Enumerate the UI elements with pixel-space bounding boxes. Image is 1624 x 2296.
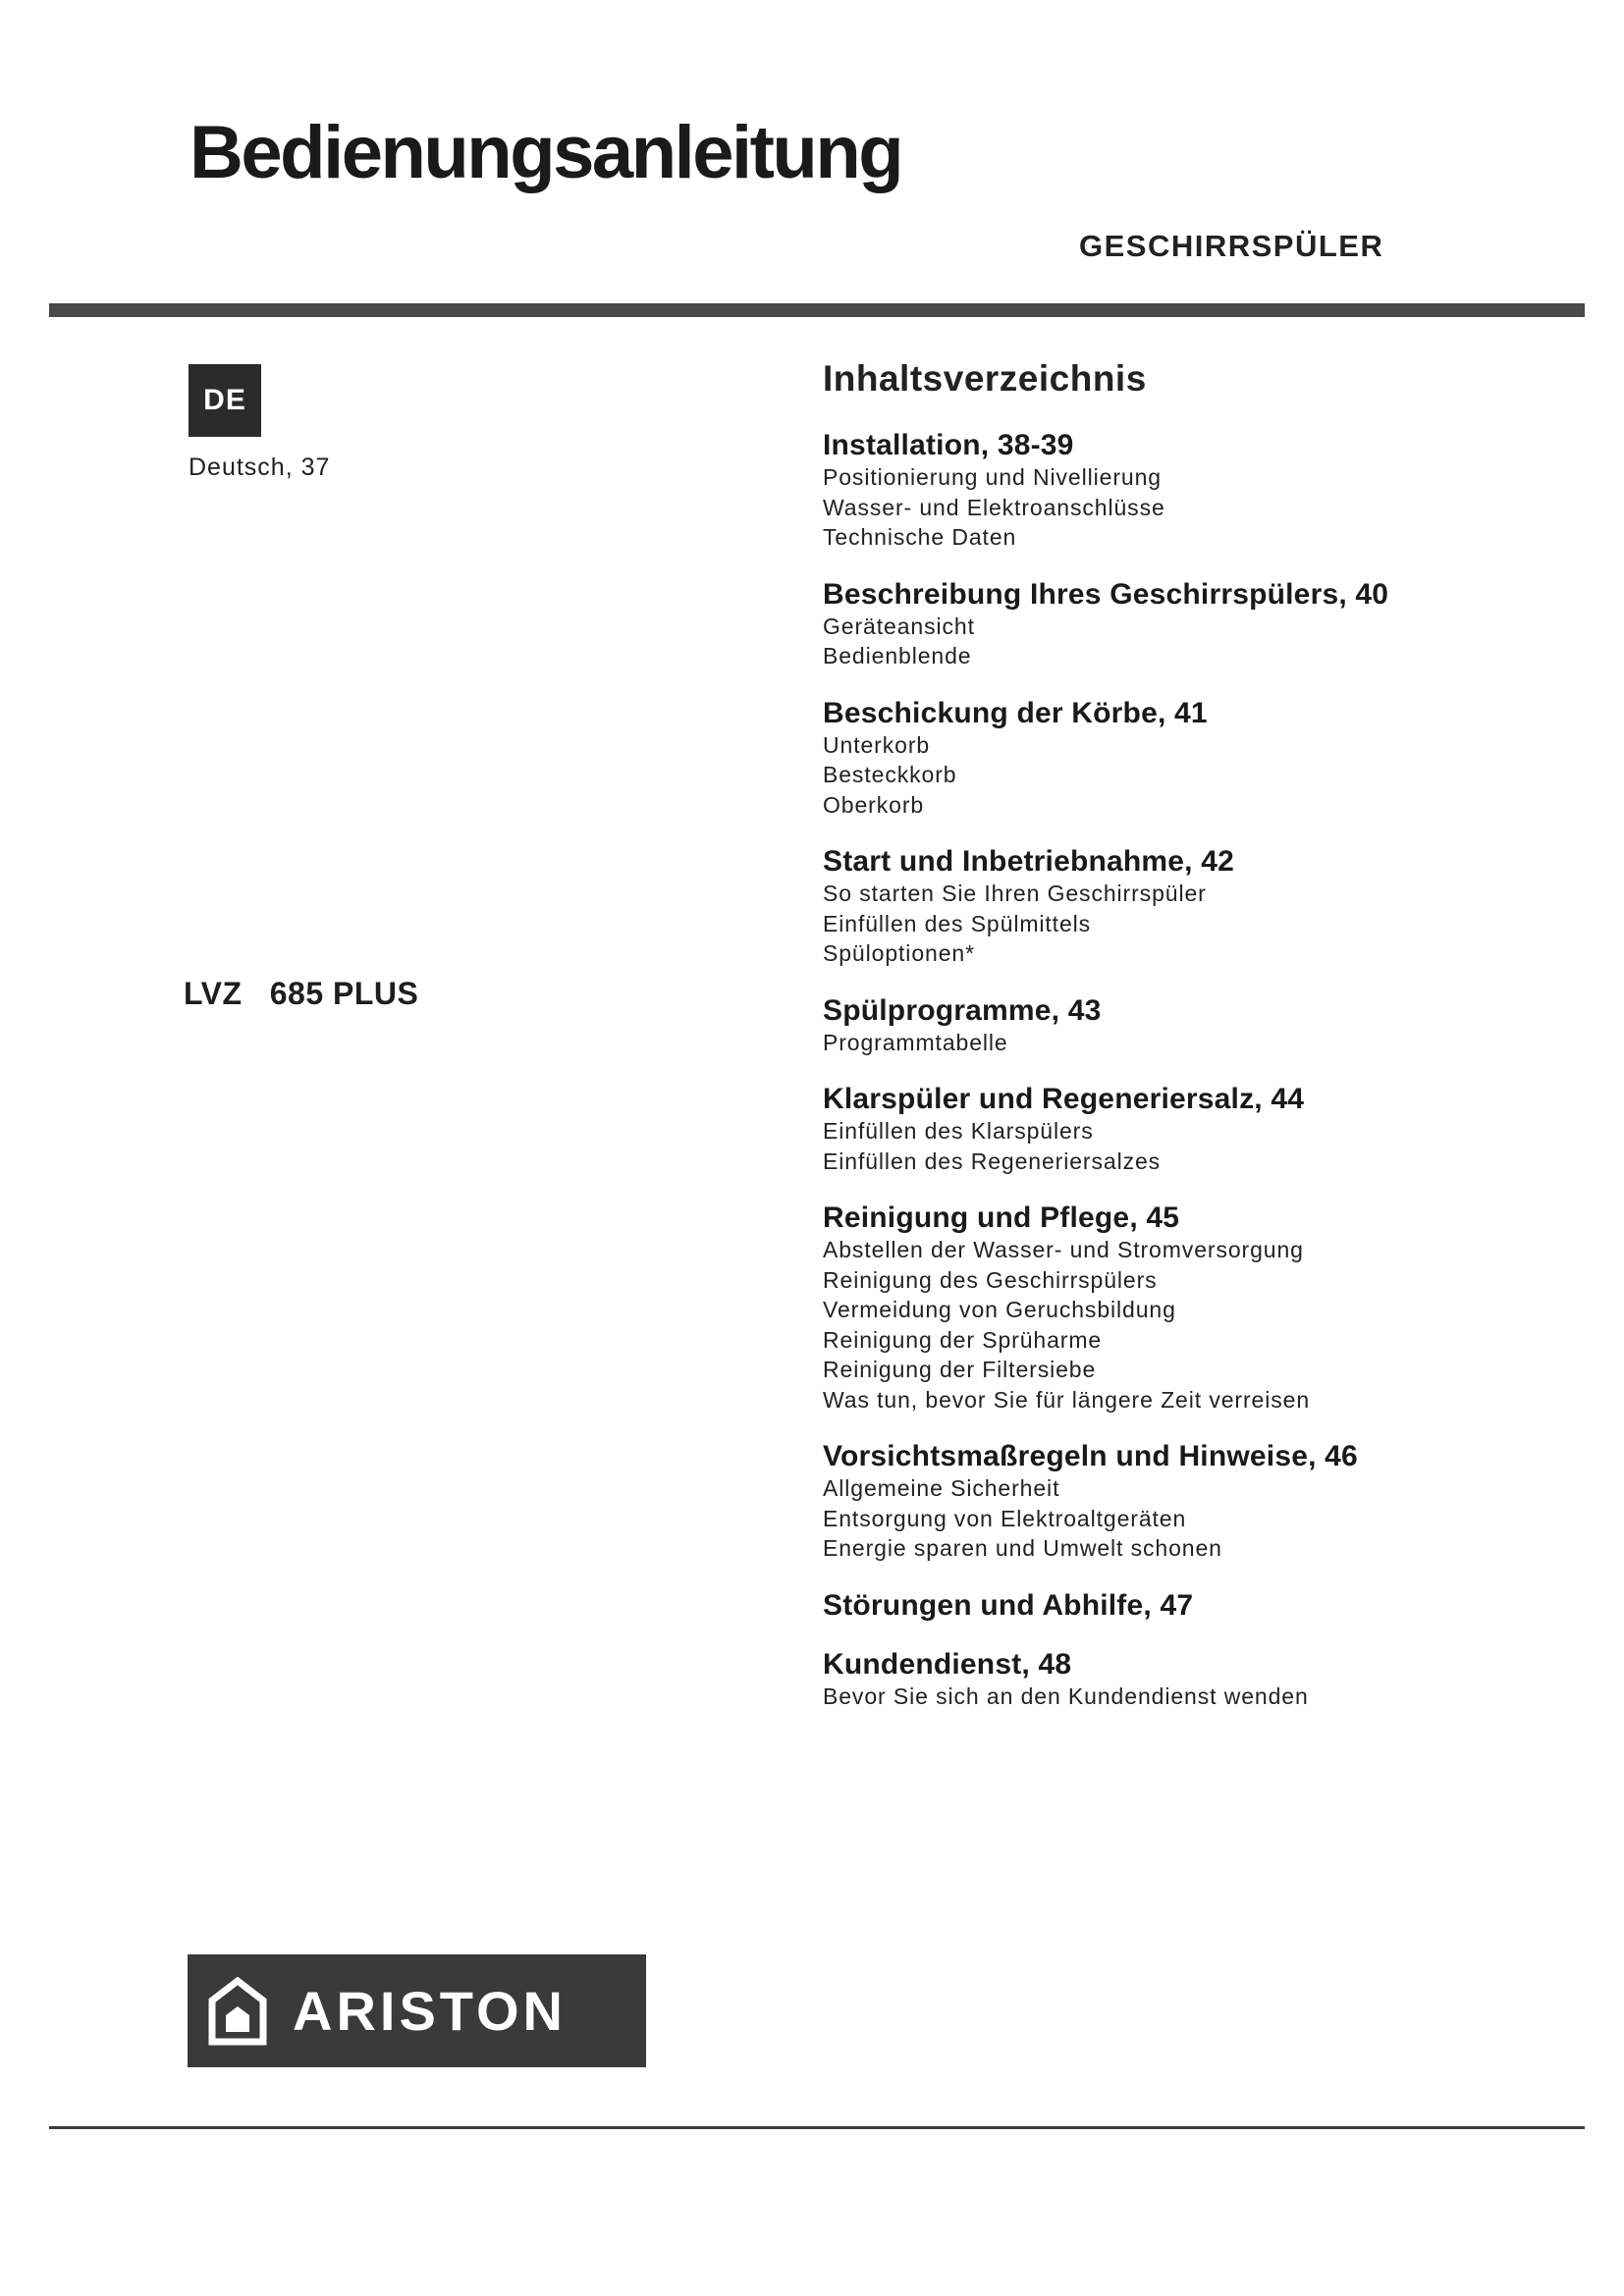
toc-subitem: Abstellen der Wasser- und Stromversorgung (823, 1237, 1304, 1262)
toc-section (823, 1647, 1530, 1712)
toc-section (823, 1201, 1530, 1415)
toc-subitem: Vermeidung von Geruchsbildung (823, 1297, 1176, 1322)
toc-section-title: Installation, 38-39 (823, 429, 1074, 461)
toc-subitem: Reinigung des Geschirrspülers (823, 1266, 1158, 1293)
toc-subitem: Oberkorb (823, 791, 925, 818)
toc-section (823, 577, 1530, 671)
toc-subitem: Allgemeine Sicherheit (823, 1475, 1060, 1501)
toc-section-title: Beschickung der Körbe, 41 (823, 696, 1208, 729)
brand-logo (188, 1954, 646, 2067)
toc-section (823, 993, 1530, 1058)
toc-subitem: Spüloptionen* (823, 940, 975, 966)
toc-section-title: Start und Inbetriebnahme, 42 (823, 845, 1235, 878)
toc-section-title: Spülprogramme, 43 (823, 993, 1102, 1027)
toc-section (823, 844, 1530, 969)
toc-section (823, 696, 1530, 821)
toc-section-title: Kundendienst, 48 (823, 1647, 1072, 1681)
toc-section (823, 1588, 1530, 1623)
toc-subitem: Einfüllen des Spülmittels (823, 910, 1092, 936)
toc-subitem: Einfüllen des Regeneriersalzes (823, 1148, 1162, 1174)
toc-subitem: Einfüllen des Klarspülers (823, 1118, 1094, 1144)
model-number: LVZ 685 PLUS (184, 976, 419, 1011)
toc-subitem: Reinigung der Filtersiebe (823, 1357, 1097, 1382)
toc-subitem: Programmtabelle (823, 1029, 1008, 1055)
toc-subitem: Bedienblende (823, 643, 972, 668)
toc-section-title: Störungen und Abhilfe, 47 (823, 1588, 1194, 1622)
toc-subitem: Energie sparen und Umwelt schonen (823, 1535, 1222, 1561)
language-label: Deutsch, 37 (189, 454, 331, 481)
toc-section (823, 1439, 1530, 1564)
toc-subitem: Geräteansicht (823, 613, 975, 639)
document-title: Bedienungsanleitung (189, 111, 902, 194)
toc-subitem: Bevor Sie sich an den Kundendienst wenden (823, 1682, 1309, 1709)
toc-subitem: Unterkorb (823, 731, 931, 758)
toc-section-title: Vorsichtsmaßregeln und Hinweise, 46 (823, 1440, 1358, 1472)
toc-heading: Inhaltsverzeichnis (823, 358, 1147, 399)
table-of-contents (823, 357, 1530, 1735)
brand-name: ARISTON (293, 1979, 567, 2042)
house-icon (208, 1977, 267, 2046)
toc-subitem: Besteckkorb (823, 762, 957, 787)
toc-section-title: Reinigung und Pflege, 45 (823, 1201, 1180, 1234)
toc-subitem: So starten Sie Ihren Geschirrspüler (823, 881, 1207, 906)
toc-section (823, 1082, 1530, 1176)
toc-subitem: Technische Daten (823, 524, 1017, 550)
bottom-divider (49, 2126, 1585, 2129)
toc-subitem: Reinigung der Sprüharme (823, 1326, 1103, 1353)
toc-sections (823, 428, 1530, 1711)
toc-section-title: Beschreibung Ihres Geschirrspülers, 40 (823, 577, 1389, 611)
toc-subitem: Wasser- und Elektroanschlüsse (823, 494, 1165, 520)
toc-section-title: Klarspüler und Regeneriersalz, 44 (823, 1083, 1305, 1115)
language-badge: DE (189, 364, 261, 437)
toc-section (823, 428, 1530, 553)
document-subtitle: GESCHIRRSPÜLER (1079, 229, 1384, 263)
toc-subitem: Entsorgung von Elektroaltgeräten (823, 1505, 1187, 1531)
top-divider (49, 303, 1585, 317)
toc-subitem: Was tun, bevor Sie für längere Zeit verreisen (823, 1386, 1311, 1413)
toc-subitem: Positionierung und Nivellierung (823, 464, 1162, 490)
